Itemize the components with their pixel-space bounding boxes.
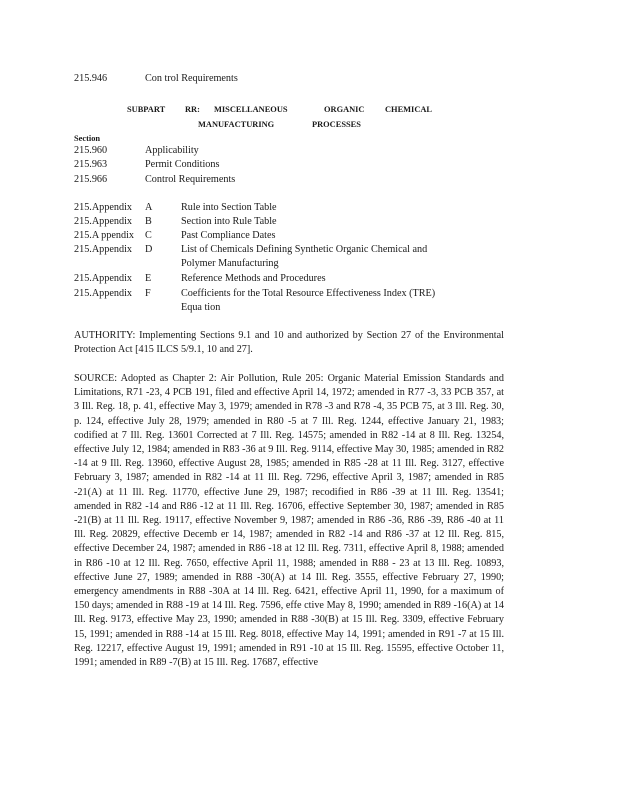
subpart-word: PROCESSES: [312, 120, 361, 129]
appendix-letter: D: [145, 244, 153, 255]
appendix-number: 215.Appendix: [74, 273, 133, 284]
appendix-title: Section into Rule Table: [181, 216, 277, 227]
subpart-label: SUBPART: [127, 105, 166, 114]
section-number: 215.966: [74, 174, 108, 185]
appendix-title-continued: Equa tion: [181, 302, 221, 313]
subpart-word: ORGANIC: [324, 105, 365, 114]
section-title: Con trol Requirements: [145, 73, 238, 84]
subpart-word: MISCELLANEOUS: [214, 105, 288, 114]
section-number: 215.963: [74, 159, 108, 170]
appendix-title-continued: Polymer Manufacturing: [181, 258, 279, 269]
appendix-letter: E: [145, 273, 152, 284]
authority-note: AUTHORITY: Implementing Sections 9.1 and 10 and authorized by Section 27 of the Environmental Protection Act [415 ILCS 5/9.1, 10 and 27].: [74, 330, 504, 356]
appendix-letter: A: [145, 202, 153, 213]
section-title: Permit Conditions: [145, 159, 220, 170]
appendix-number: 215.Appendix: [74, 216, 133, 227]
section-title: Control Requirements: [145, 174, 236, 185]
appendix-title: Reference Methods and Procedures: [181, 273, 326, 284]
subpart-code: RR:: [185, 105, 200, 114]
appendix-title: Coefficients for the Total Resource Effectiveness Index (TRE): [181, 288, 436, 299]
appendix-letter: C: [145, 230, 152, 241]
section-title: Applicability: [145, 145, 199, 156]
appendix-letter: F: [145, 288, 151, 299]
appendix-title: List of Chemicals Defining Synthetic Organic Chemical and: [181, 244, 428, 255]
appendix-title: Rule into Section Table: [181, 202, 277, 213]
appendix-number: 215.Appendix: [74, 202, 133, 213]
subpart-word: MANUFACTURING: [198, 120, 275, 129]
section-number: 215.946: [74, 73, 108, 84]
appendix-number: 215.A ppendix: [74, 230, 134, 241]
subpart-word: CHEMICAL: [385, 105, 432, 114]
section-number: 215.960: [74, 145, 108, 156]
source-note: SOURCE: Adopted as Chapter 2: Air Pollution, Rule 205: Organic Material Emission Standards and Limitations, R71 -23, 4 PCB 191, filed and effective April 14, 1972; amended in R77 -3, 33 PCB 357, at 3 Ill. Reg. 18, p. 41, effective May 3, 1979; amended in R78 -3 and R78 -4, 35 PCB 75, at 3 Ill. Reg. 30, p. 124, effective July 28, 1979; amended in R80 -5 at 7 Ill. Reg. 1244, effective January 21, 1983; codified at 7 Ill. Reg. 13601 Corrected at 7 Ill. Reg. 14575; amended in R82 -14 at 8 Ill. Reg. 13254, effective July 12, 1984; amended in R83 -36 at 9 Ill. Reg. 9114, effective May 30, 1985; amended in R82 -14 at 9 Ill. Reg. 13960, effective August 28, 1985; amended in R85 -28 at 11 Ill. Reg. 3127, effective February 3, 1987; amended in R82 -14 at 11 Ill. Reg. 7296, effective April 3, 1987; amended in R85 -21(A) at 11 Ill. Reg. 11770, effective June 29, 1987; recodified in R86 -39 at 11 Ill. Reg. 13541; amended in R82 -14 and R86 -12 at 11 Ill. Reg. 16706, effective September 30, 1987; amended in R85 -21(B) at 11 Ill. Reg. 19117, effective November 9, 1987; amended in R86 -36, R86 -39, R86 -40 at 11 Ill. Reg. 20829, effective Decemb er 14, 1987; amended in R82 -14 and R86 -37 at 12 Ill. Reg. 815, effective December 24, 1987; amended in R86 -18 at 12 Ill. Reg. 7311, effective April 8, 1988; amended in R86 -10 at 12 Ill. Reg. 7650, effective April 11, 1988; amended in R88 - 23 at 13 Ill. Reg. 10893, effective June 27, 1989; amended in R88 -30(A) at 14 Ill. Reg. 3555, effective February 27, 1990; emergency amendments in R88 -30A at 14 Ill. Reg. 6421, effective April 11, 1990, for a maximum of 150 days; amended in R88 -19 at 14 Ill. Reg. 7596, effe ctive May 8, 1990; amended in R89 -16(A) at 14 Ill. Reg. 9173, effective May 23, 1990; amended in R88 -30(B) at 15 Ill. Reg. 3309, effective February 15, 1991; amended in R88 -14 at 15 Ill. Reg. 8018, effective May 14, 1991; amended in R91 -7 at 15 Ill. Reg. 12217, effective August 19, 1991; amended in R91 -10 at 15 Ill. Reg. 15595, effective October 11, 1991; amended in R89 -7(B) at 15 Ill. Reg. 17687, effective: [74, 373, 504, 669]
appendix-letter: B: [145, 216, 152, 227]
appendix-number: 215.Appendix: [74, 244, 133, 255]
appendix-number: 215.Appendix: [74, 288, 133, 299]
section-label: Section: [74, 134, 101, 143]
appendix-title: Past Compliance Dates: [181, 230, 276, 241]
